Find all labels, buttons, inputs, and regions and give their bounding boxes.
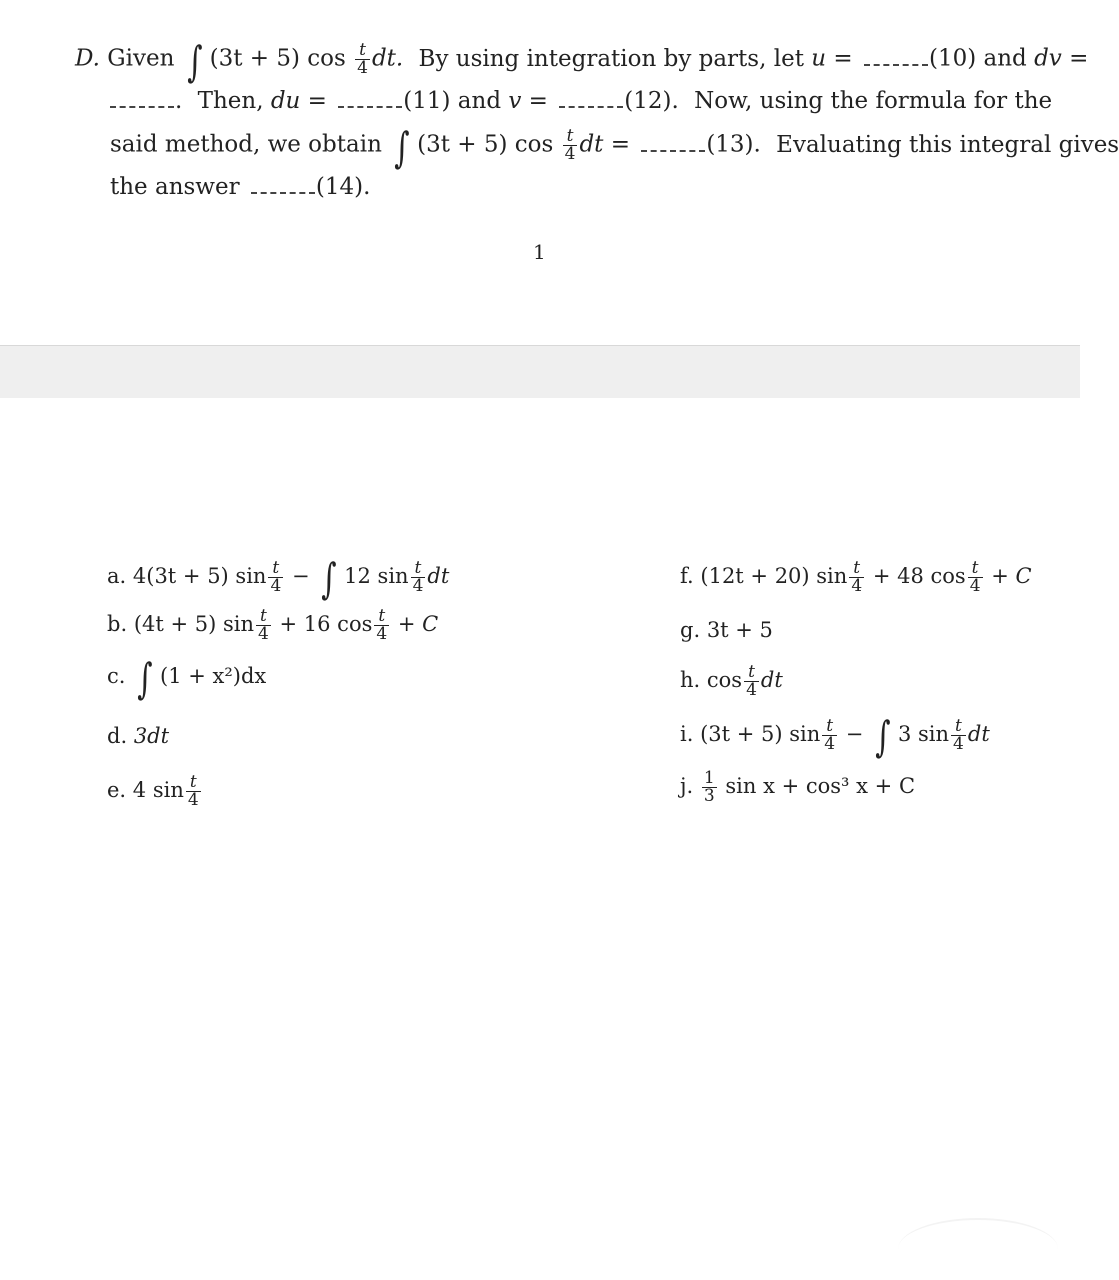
answer-d: d. 3dt bbox=[107, 724, 170, 748]
u-equals: u = bbox=[811, 45, 853, 72]
answer-f: f. (12t + 20) sin $\frac{t}{4}$ + 48 cos $\frac{t}{4}$ + C bbox=[680, 558, 1032, 596]
integral-sign: ∫ bbox=[187, 36, 203, 86]
integral-sign-c: ∫ bbox=[137, 654, 153, 703]
blank-dv bbox=[110, 92, 174, 108]
question-line-1 bbox=[75, 36, 1089, 86]
question-line-3 bbox=[110, 122, 1119, 172]
blank-label-10: (10) bbox=[928, 45, 977, 72]
du-equals: du = bbox=[270, 88, 327, 114]
answer-c: c. ∫ (1 + x²)dx bbox=[107, 654, 267, 703]
blank-14 bbox=[251, 178, 315, 194]
blank-label-11: (11) bbox=[403, 88, 451, 114]
integral-sign-a: ∫ bbox=[321, 554, 337, 603]
question-line-4 bbox=[110, 172, 370, 202]
page-edge-decoration bbox=[898, 1218, 1058, 1280]
blank-12 bbox=[559, 92, 623, 108]
blank-label-12: (12). bbox=[624, 88, 679, 114]
integrand: (3t + 5) cos bbox=[209, 45, 346, 72]
blank-10 bbox=[864, 50, 928, 66]
then-word: Then, bbox=[197, 88, 264, 114]
answer-g: g. 3t + 5 bbox=[680, 618, 773, 642]
and-word: and bbox=[983, 45, 1027, 72]
document-page-bottom bbox=[0, 398, 1080, 851]
answer-b: b. (4t + 5) sin $\frac{t}{4}$ + 16 cos $\frac{t}{4}$ + C bbox=[107, 606, 439, 644]
page-gap bbox=[0, 345, 1080, 399]
said-method-text: said method, we obtain bbox=[110, 131, 382, 158]
dt-text: dt. bbox=[371, 45, 404, 72]
integral-sign-2: ∫ bbox=[394, 122, 410, 172]
answer-a: a. 4(3t + 5) sin $\frac{t}{4}$ − ∫ 12 sin $\frac{t}{4}$ dt bbox=[107, 554, 450, 603]
answer-j: j. $\frac{1}{3}$ sin x + cos³ x + C bbox=[680, 768, 916, 806]
dt-equals: dt = bbox=[579, 131, 630, 158]
fraction-t-over-4: $\frac{t}{4}$ bbox=[357, 40, 368, 78]
blank-11 bbox=[338, 92, 402, 108]
document-page-top bbox=[0, 0, 1119, 345]
fraction-t-over-4-2: $\frac{t}{4}$ bbox=[564, 126, 576, 164]
answer-h: h. cos $\frac{t}{4}$ dt bbox=[680, 662, 783, 700]
integrand-2: (3t + 5) cos bbox=[417, 131, 554, 158]
answer-e: e. 4 sin $\frac{t}{4}$ bbox=[107, 772, 199, 810]
question-text-1: By using integration by parts, let bbox=[418, 45, 804, 72]
integral-sign-i: ∫ bbox=[875, 712, 891, 761]
answer-i: i. (3t + 5) sin $\frac{t}{4}$ − ∫ 3 sin $\frac{t}{4}$ dt bbox=[680, 712, 990, 761]
blank-label-13: (13). bbox=[706, 131, 761, 158]
question-text-2: Now, using the formula for the bbox=[694, 88, 1053, 114]
page-number: 1 bbox=[533, 240, 546, 264]
the-answer-text: the answer bbox=[110, 174, 240, 200]
and-word-2: and bbox=[457, 88, 502, 114]
dv-equals: dv = bbox=[1034, 45, 1089, 72]
question-line-2: . Then, du = (11) and v = (12). Now, using the formula for the bbox=[110, 86, 1052, 116]
question-label: D. bbox=[75, 45, 100, 72]
given-word: Given bbox=[107, 45, 175, 72]
v-equals: v = bbox=[508, 88, 548, 114]
blank-label-14: (14). bbox=[315, 174, 371, 200]
blank-13 bbox=[641, 136, 705, 152]
question-text-3: Evaluating this integral gives bbox=[776, 131, 1119, 158]
